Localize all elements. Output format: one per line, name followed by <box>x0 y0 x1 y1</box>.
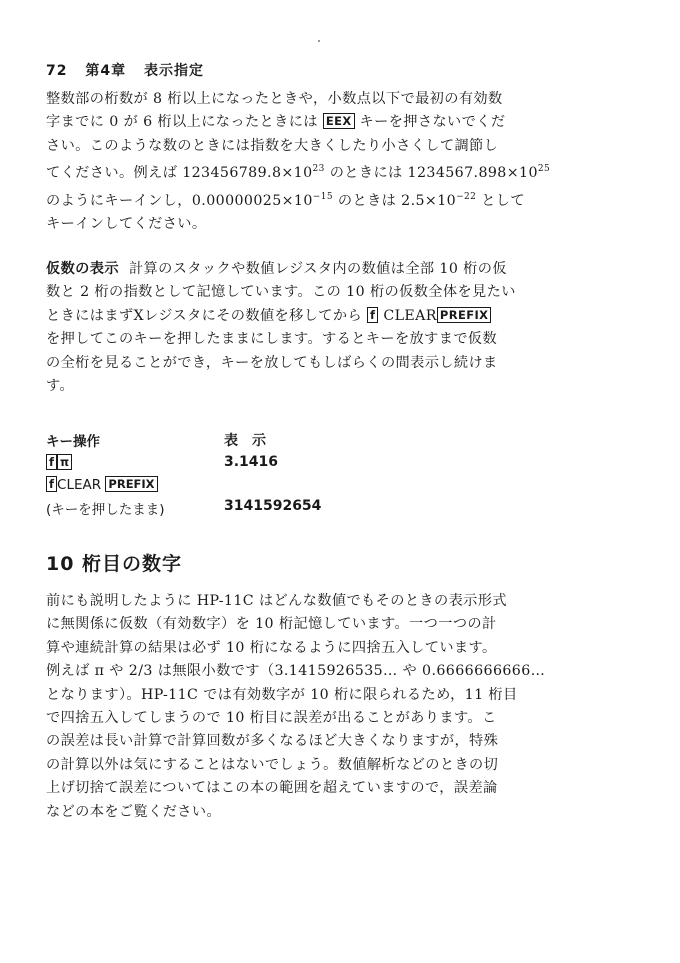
table-row <box>46 476 446 498</box>
chapter-title: 表示指定 <box>143 63 204 79</box>
text-line: の全桁を見ることができ，キーを放してもしばらくの間表示し続けま <box>46 354 498 371</box>
eex-key: EEX <box>323 113 355 129</box>
f-key: f <box>46 454 57 470</box>
keystrokes <box>46 454 72 471</box>
page-number: 72 <box>46 63 68 79</box>
text-line: す。 <box>46 378 75 395</box>
text-span: てください。例えば 123456789.8×10 <box>46 165 313 182</box>
chapter-label: 第4章 <box>85 63 127 79</box>
table-header-row <box>46 430 446 454</box>
f-key: f <box>46 476 57 492</box>
text-line: キーインしてください。 <box>46 216 207 233</box>
col-header-display: 表 示 <box>224 433 266 449</box>
exponent: −22 <box>456 191 477 202</box>
text-line: 例えば π や 2/3 は無限小数です（3.1415926535… や 0.6666666666… <box>46 663 546 680</box>
text-span: キーを押さないでくだ <box>359 114 506 131</box>
text-line: の誤差は長い計算で計算回数が多くなるほど大きくなりますが，特殊 <box>46 733 499 750</box>
table-row <box>46 454 446 476</box>
text-span: のときは 2.5×10 <box>337 192 457 209</box>
keystrokes-note: (キーを押したまま) <box>46 502 165 518</box>
text-line: 上げ切捨て誤差についてはこの本の範囲を超えていますので，誤差論 <box>46 780 498 797</box>
scan-speck <box>318 40 320 42</box>
text-line: 算や連続計算の結果は必ず 10 桁になるように四捨五入しています。 <box>46 639 497 656</box>
keystrokes <box>46 476 158 493</box>
text-line: で四捨五入してしまうので 10 桁目に誤差が出ることがあります。こ <box>46 710 497 727</box>
exponent: 23 <box>312 164 325 175</box>
text-line: に無関係に仮数（有効数字）を 10 桁記憶しています。一つ一つの計 <box>46 616 497 633</box>
text-line: を押してこのキーを押したままにします。するとキーを放すまで仮数 <box>46 331 498 348</box>
prefix-key: PREFIX <box>437 307 492 323</box>
text-line: の計算以外は気にすることはないでしょう。数値解析などのときの切 <box>46 756 499 773</box>
text-span: として <box>481 192 525 209</box>
run-in-heading: 仮数の表示 <box>46 261 119 277</box>
text-line <box>46 305 636 328</box>
text-line: などの本をご覧ください。 <box>46 803 222 820</box>
page-header <box>46 60 216 80</box>
text-span: のようにキーインし，0.00000025×10 <box>46 192 313 209</box>
paragraph-mantissa <box>46 258 636 398</box>
text-span: 計算のスタックや数値レジスタ内の数値は全部 10 桁の仮 <box>128 261 507 277</box>
exponent: 25 <box>537 164 551 175</box>
text-line <box>46 258 636 281</box>
section-heading: 10 桁目の数字 <box>46 553 183 575</box>
text-line: となります）。HP-11C では有効数字が 10 桁に限られるため，11 桁目 <box>46 686 518 703</box>
prefix-key: PREFIX <box>105 476 157 492</box>
f-key: f <box>367 307 378 323</box>
table-row <box>46 498 446 522</box>
text-line <box>46 111 636 134</box>
paragraph-exponent <box>46 88 636 236</box>
text-span: のときには 1234567.898×10 <box>329 165 538 182</box>
paragraph-tenth-digit <box>46 590 636 824</box>
display-value: 3.1416 <box>224 454 279 470</box>
text-line: 整数部の桁数が 8 桁以上になったときや，小数点以下で最初の有効数 <box>46 91 503 107</box>
exponent: −15 <box>312 191 333 202</box>
text-span: 字までに 0 が 6 桁以上になったときには <box>46 114 318 131</box>
text-line: 数と 2 桁の指数として記憶しています。この 10 桁の仮数全体を見たい <box>46 284 516 301</box>
text-line <box>46 186 636 213</box>
text-line: 前にも説明したように HP-11C はどんな数値でもそのときの表示形式 <box>46 593 507 609</box>
text-line: さい。このような数のときには指数を大きくしたり小さくして調節し <box>46 137 499 154</box>
col-header-keystrokes: キー操作 <box>46 434 100 450</box>
clear-label: CLEAR <box>383 307 437 324</box>
keystroke-table <box>46 430 446 522</box>
pi-key: π <box>57 454 72 470</box>
clear-label: CLEAR <box>57 477 102 493</box>
text-line <box>46 158 636 185</box>
display-value: 3141592654 <box>224 498 322 514</box>
text-span: ときにはまずXレジスタにその数値を移してから <box>46 307 363 324</box>
